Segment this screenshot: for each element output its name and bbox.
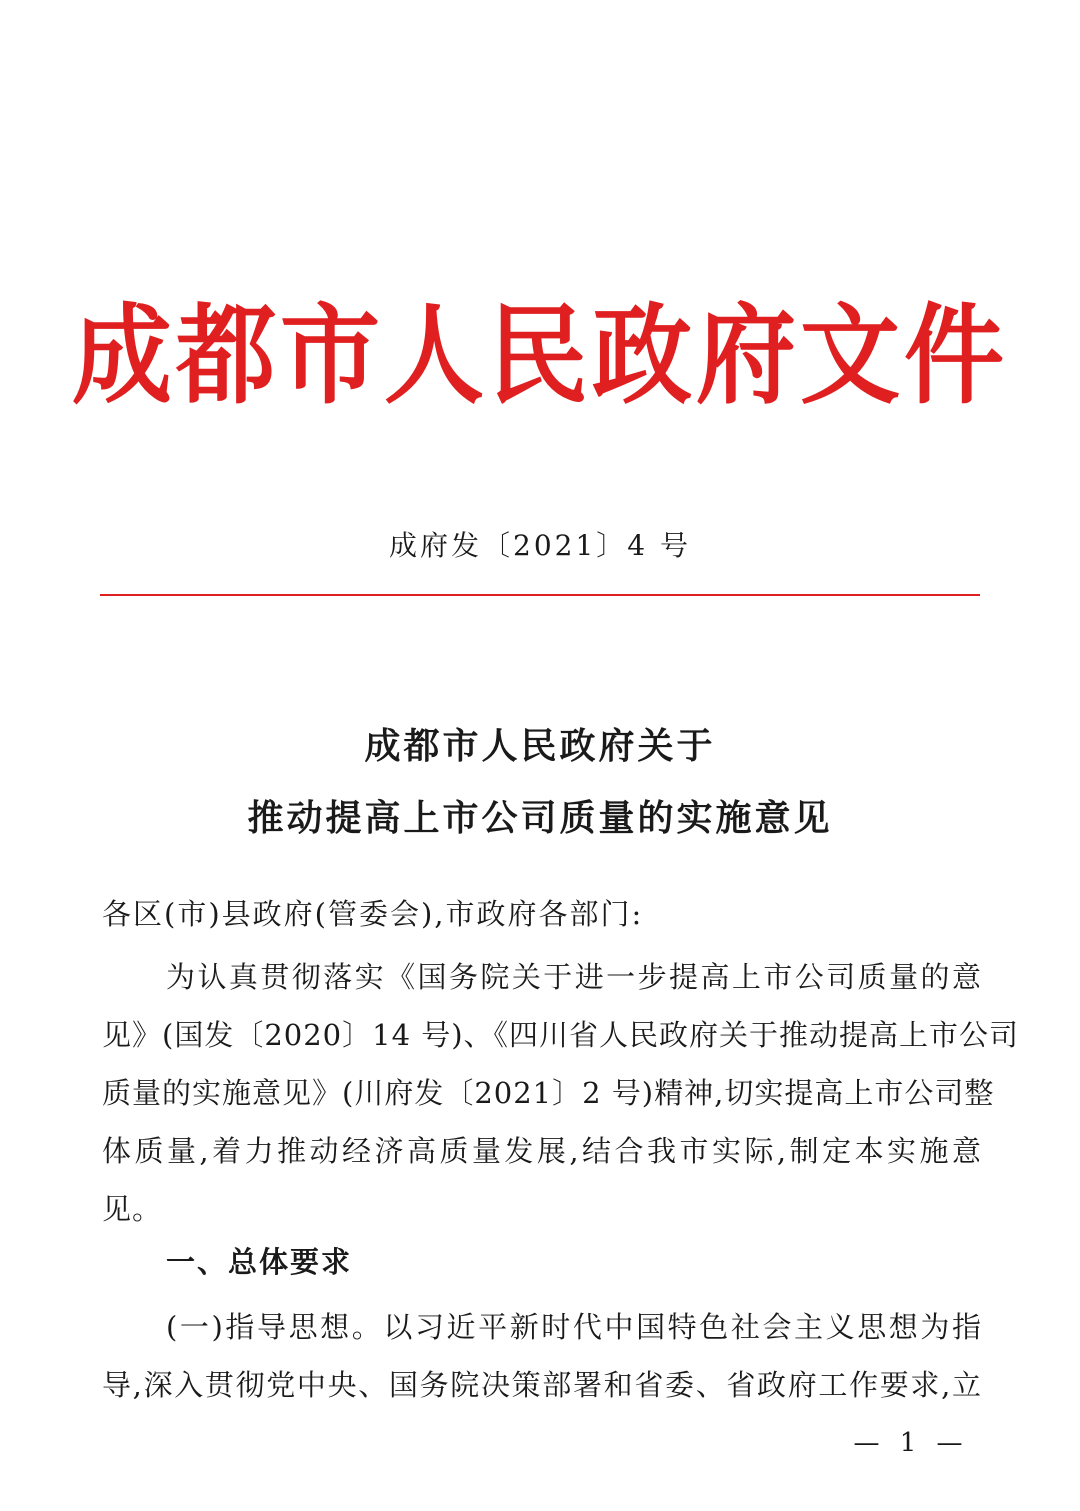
paragraph-line: 体质量,着力推动经济高质量发展,结合我市实际,制定本实施意: [102, 1134, 982, 1168]
section-heading: 一、总体要求: [166, 1245, 353, 1279]
paragraph-line: 见。: [102, 1192, 163, 1226]
page-number: — 1 —: [853, 1428, 969, 1458]
paragraph-line: 为认真贯彻落实《国务院关于进一步提高上市公司质量的意: [166, 960, 982, 994]
document-title-line-1: 成都市人民政府关于: [364, 725, 716, 767]
paragraph-line: 质量的实施意见》(川府发〔2021〕2 号)精神,切实提高上市公司整: [102, 1076, 995, 1110]
guiding-thought-paragraph: [102, 1298, 982, 1414]
paragraph-line: 导,深入贯彻党中央、国务院决策部署和省委、省政府工作要求,立: [102, 1368, 982, 1402]
document-number: 成府发〔2021〕4 号: [389, 529, 691, 562]
paragraph-line: (一)指导思想。以习近平新时代中国特色社会主义思想为指: [166, 1310, 982, 1344]
intro-paragraph: [102, 948, 1020, 1238]
paragraph-line: 见》(国发〔2020〕14 号)、《四川省人民政府关于推动提高上市公司: [102, 1018, 1020, 1052]
salutation: 各区(市)县政府(管委会),市政府各部门:: [102, 897, 644, 931]
document-title-line-2: 推动提高上市公司质量的实施意见: [247, 797, 833, 839]
red-divider-line: [100, 594, 980, 596]
document-masthead: 成都市人民政府文件: [72, 291, 1008, 419]
